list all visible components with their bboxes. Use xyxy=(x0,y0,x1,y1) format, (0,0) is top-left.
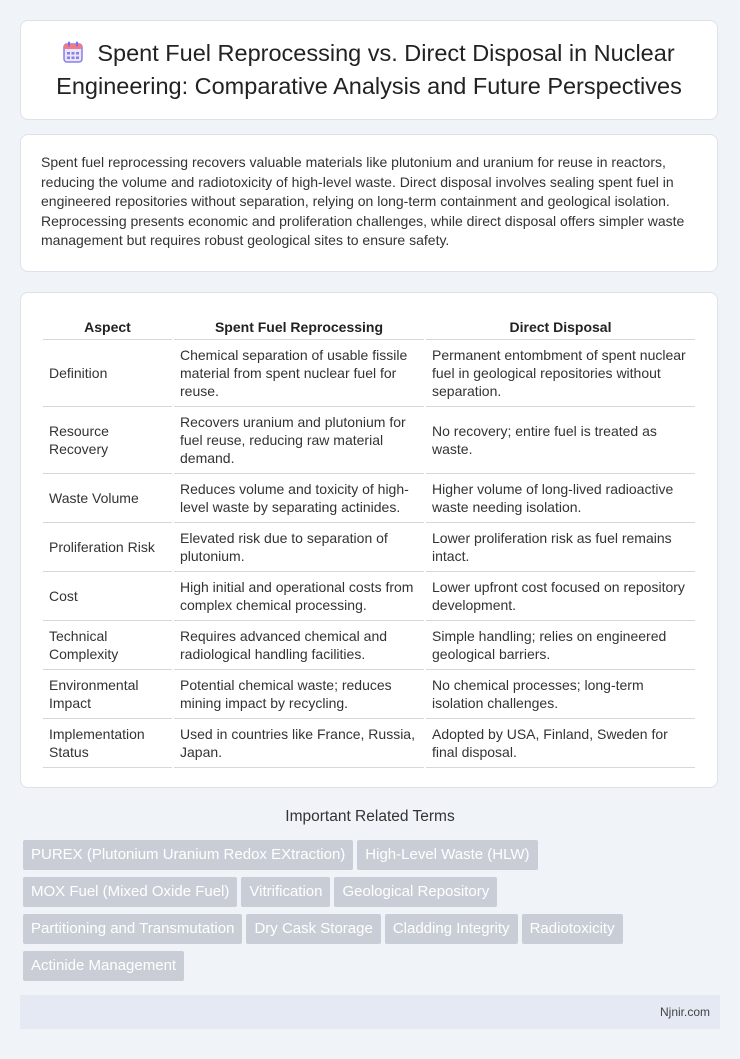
row-aspect: Waste Volume xyxy=(43,474,172,523)
header-reprocessing: Spent Fuel Reprocessing xyxy=(174,315,424,340)
term-tag[interactable]: Partitioning and Transmutation xyxy=(23,914,242,944)
row-direct-disposal: Lower upfront cost focused on repository development. xyxy=(426,572,695,621)
row-direct-disposal: Lower proliferation risk as fuel remains intact. xyxy=(426,523,695,572)
related-terms-list xyxy=(23,840,723,988)
table-row xyxy=(43,340,695,407)
table-row xyxy=(43,407,695,474)
related-terms-title: Important Related Terms xyxy=(285,808,455,825)
table-row xyxy=(43,474,695,523)
row-direct-disposal: Adopted by USA, Finland, Sweden for final disposal. xyxy=(426,719,695,768)
summary-card xyxy=(20,134,718,272)
term-tag[interactable]: Actinide Management xyxy=(23,951,184,981)
row-reprocessing: Potential chemical waste; reduces mining impact by recycling. xyxy=(174,670,424,719)
page-title-text: Spent Fuel Reprocessing vs. Direct Disposal in Nuclear Engineering: Comparative Analysis and Future Perspectives xyxy=(56,40,682,99)
table-header-row xyxy=(43,315,695,340)
row-aspect: Definition xyxy=(43,340,172,407)
row-aspect: Environmental Impact xyxy=(43,670,172,719)
table-row xyxy=(43,621,695,670)
row-aspect: Proliferation Risk xyxy=(43,523,172,572)
row-aspect: Technical Complexity xyxy=(43,621,172,670)
table-row xyxy=(43,719,695,768)
footer-site[interactable]: Njnir.com xyxy=(659,1005,710,1019)
row-direct-disposal: Higher volume of long-lived radioactive waste needing isolation. xyxy=(426,474,695,523)
row-aspect: Implementation Status xyxy=(43,719,172,768)
title-card xyxy=(20,20,718,120)
row-reprocessing: Chemical separation of usable fissile material from spent nuclear fuel for reuse. xyxy=(174,340,424,407)
term-tag[interactable]: Dry Cask Storage xyxy=(246,914,380,944)
term-tag[interactable]: Geological Repository xyxy=(334,877,497,907)
row-direct-disposal: No chemical processes; long-term isolation challenges. xyxy=(426,670,695,719)
summary-text: Spent fuel reprocessing recovers valuable materials like plutonium and uranium for reuse in reactors, reducing the volume and radiotoxicity of high-level waste. Direct disposal involves sealing spent fuel in engineered repositories without separation, relying on long-term containment and geological isolation. Reprocessing presents economic and proliferation challenges, while direct disposal offers simpler waste management but requires robust geological sites to ensure safety. xyxy=(41,154,685,248)
header-direct-disposal: Direct Disposal xyxy=(426,315,695,340)
comparison-table-card xyxy=(20,292,718,788)
row-direct-disposal: No recovery; entire fuel is treated as waste. xyxy=(426,407,695,474)
row-reprocessing: Used in countries like France, Russia, Japan. xyxy=(174,719,424,768)
row-direct-disposal: Simple handling; relies on engineered geological barriers. xyxy=(426,621,695,670)
row-direct-disposal: Permanent entombment of spent nuclear fuel in geological repositories without separation. xyxy=(426,340,695,407)
row-reprocessing: Elevated risk due to separation of plutonium. xyxy=(174,523,424,572)
term-tag[interactable]: PUREX (Plutonium Uranium Redox EXtraction) xyxy=(23,840,353,870)
term-tag[interactable]: Radiotoxicity xyxy=(522,914,623,944)
term-tag[interactable]: High-Level Waste (HLW) xyxy=(357,840,537,870)
row-reprocessing: Requires advanced chemical and radiological handling facilities. xyxy=(174,621,424,670)
header-aspect: Aspect xyxy=(43,315,172,340)
row-reprocessing: Reduces volume and toxicity of high-level waste by separating actinides. xyxy=(174,474,424,523)
term-tag[interactable]: Cladding Integrity xyxy=(385,914,518,944)
page-title xyxy=(21,38,717,102)
footer xyxy=(20,995,720,1029)
term-tag[interactable]: Vitrification xyxy=(241,877,330,907)
calendar-icon xyxy=(63,40,83,71)
table-row xyxy=(43,523,695,572)
table-row xyxy=(43,572,695,621)
row-aspect: Resource Recovery xyxy=(43,407,172,474)
row-reprocessing: High initial and operational costs from complex chemical processing. xyxy=(174,572,424,621)
row-reprocessing: Recovers uranium and plutonium for fuel reuse, reducing raw material demand. xyxy=(174,407,424,474)
comparison-table xyxy=(41,315,697,768)
row-aspect: Cost xyxy=(43,572,172,621)
table-row xyxy=(43,670,695,719)
term-tag[interactable]: MOX Fuel (Mixed Oxide Fuel) xyxy=(23,877,237,907)
